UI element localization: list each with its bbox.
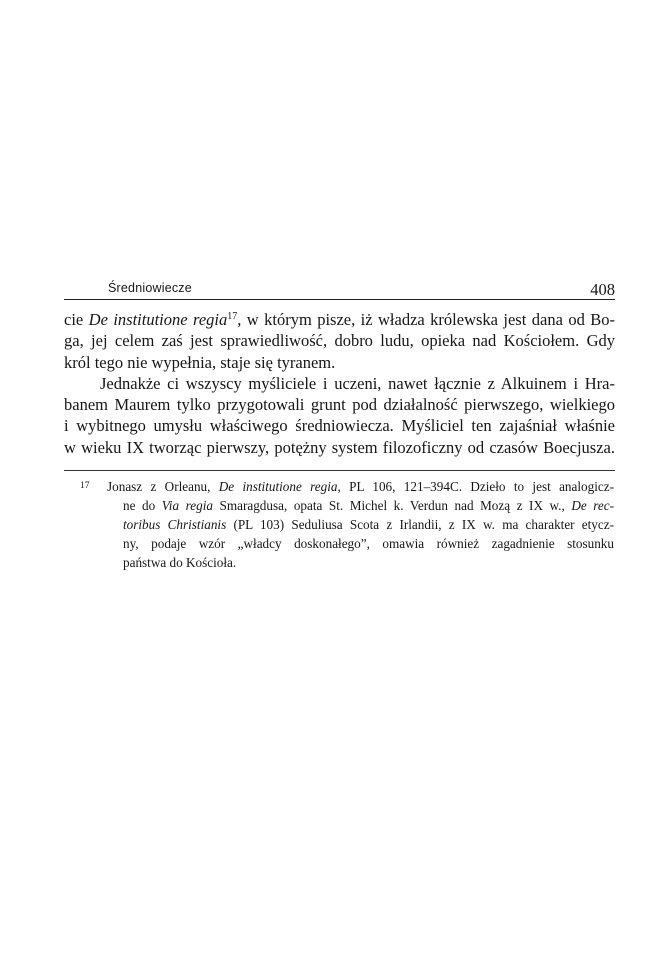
main-text (64, 309, 615, 458)
text-line: król tego nie wypełnia, staje się tyranem. (64, 352, 336, 372)
work-title: toribus Christianis (123, 517, 227, 532)
footnote-line (107, 496, 614, 515)
page-number: 408 (590, 280, 615, 299)
text-fragment: cie (64, 310, 89, 329)
text-fragment: ne do (123, 498, 162, 513)
text-line: banem Maurem tylko przygotowali grunt pod działalność pierwszego, wielkiego (64, 395, 615, 415)
text-fragment: Smaragdusa, opata St. Michel k. Verdun nad Mozą z IX w., (212, 498, 572, 513)
text-line: Jednakże ci wszyscy myśliciele i uczeni, nawet łącznie z Alkuinem i Hra- (100, 373, 615, 393)
text-line: i wybitnego umysłu właściwego średniowiecza. Myśliciel ten zajaśniał właśnie (64, 416, 615, 436)
text-line: w wieku IX tworząc pierwszy, potężny system filozoficzny od czasów Boecjusza. (64, 437, 615, 457)
text-fragment: Jonasz z Orleanu, (107, 479, 219, 494)
footnote-ref: 17 (227, 311, 238, 322)
paragraph (64, 373, 615, 458)
page-header (64, 280, 615, 300)
work-title: De institutione regia (88, 310, 228, 329)
running-head: Średniowiecze (108, 281, 192, 295)
footnote-line: ny, podaje wzór „władcy doskonałego”, omawia również zagadnienie stosunku (123, 536, 614, 551)
work-title: De institutione regia (218, 479, 338, 494)
footnote-line: państwa do Kościoła. (123, 555, 237, 570)
footnote-body (107, 477, 614, 572)
footnote-line (107, 477, 614, 496)
header-rule (64, 299, 615, 300)
paragraph (64, 309, 615, 373)
footnote-line (107, 515, 614, 534)
footnote (80, 477, 614, 572)
text-fragment: , PL 106, 121–394C. Dzieło to jest analogicz- (337, 479, 614, 494)
footnote-mark: 17 (80, 481, 90, 491)
text-fragment: (PL 103) Seduliusa Scota z Irlandii, z IX w. ma charakter etycz- (226, 517, 614, 532)
work-title: De rec- (571, 498, 614, 513)
footnote-rule (64, 470, 615, 471)
work-title: Via regia (161, 498, 213, 513)
text-fragment: , w którym pisze, iż władza królewska jest dana od Bo- (237, 310, 615, 329)
text-line (64, 309, 615, 330)
text-line: ga, jej celem zaś jest sprawiedliwość, dobro ludu, opieka nad Kościołem. Gdy (64, 331, 615, 351)
